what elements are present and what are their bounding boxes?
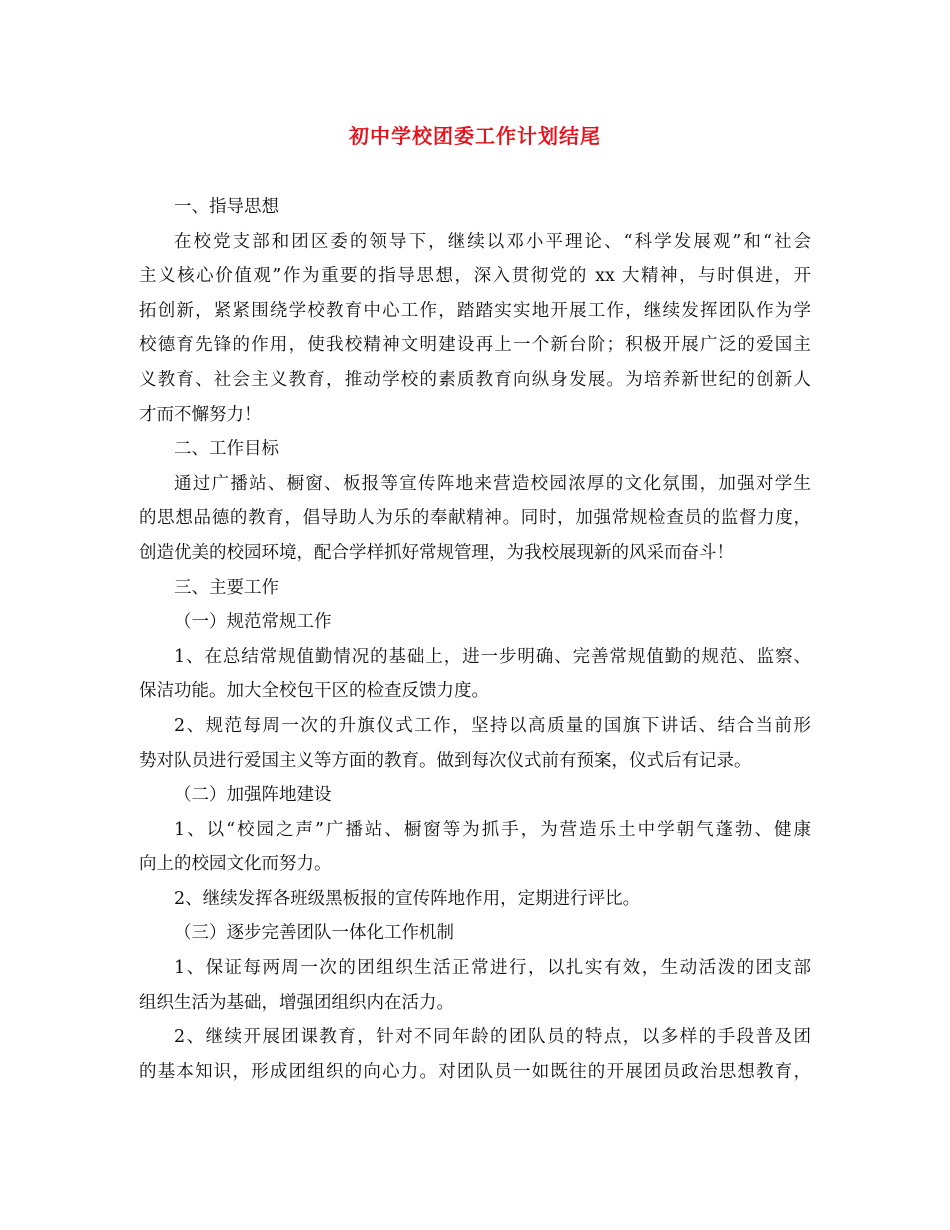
paragraph-line: 校德育先锋的作用，使我校精神文明建设再上一个新台阶；积极开展广泛的爱国主 [139, 335, 811, 356]
subsection-heading: （一）规范常规工作 [174, 612, 332, 633]
paragraph-line: 的基本知识，形成团组织的向心力。对团队员一如既往的开展团员政治思想教育， [139, 1061, 811, 1082]
paragraph-line: 1、保证每两周一次的团组织生活正常进行，以扎实有效，生动活泼的团支部 [174, 958, 811, 979]
paragraph-line: 2、继续开展团课教育，针对不同年龄的团队员的特点，以多样的手段普及团 [174, 1027, 811, 1048]
section-heading: 三、主要工作 [174, 577, 279, 598]
paragraph-line: 1、在总结常规值勤情况的基础上，进一步明确、完善常规值勤的规范、监察、 [174, 646, 811, 667]
paragraph-line: 义教育、社会主义教育，推动学校的素质教育向纵身发展。为培养新世纪的创新人 [139, 369, 811, 390]
paragraph-line: 2、继续发挥各班级黑板报的宣传阵地作用，定期进行评比。 [174, 888, 641, 909]
section-heading: 一、指导思想 [174, 197, 279, 217]
subsection-heading: （二）加强阵地建设 [174, 785, 332, 806]
paragraph-line: 才而不懈努力！ [139, 404, 262, 425]
paragraph-line: 2、规范每周一次的升旗仪式工作，坚持以高质量的国旗下讲话、结合当前形 [174, 715, 811, 736]
paragraph-line: 创造优美的校园环境，配合学样抓好常规管理，为我校展现新的风采而奋斗！ [139, 542, 734, 563]
document-body [139, 190, 811, 1089]
paragraph-line: 在校党支部和团区委的领导下，继续以邓小平理论、“科学发展观”和“社会 [174, 231, 811, 252]
paragraph-line: 向上的校园文化而努力。 [139, 854, 332, 875]
paragraph-line: 势对队员进行爱国主义等方面的教育。做到每次仪式前有预案，仪式后有记录。 [139, 750, 752, 771]
paragraph-line: 保洁功能。加大全校包干区的检查反馈力度。 [139, 681, 489, 702]
paragraph-line: 组织生活为基础，增强团组织内在活力。 [139, 992, 454, 1013]
subsection-heading: （三）逐步完善团队一体化工作机制 [174, 923, 454, 944]
paragraph-line: 拓创新，紧紧围绕学校教育中心工作，踏踏实实地开展工作，继续发挥团队作为学 [139, 300, 811, 321]
paragraph-line: 主义核心价值观”作为重要的指导思想，深入贯彻党的 xx 大精神，与时俱进，开 [139, 266, 811, 287]
paragraph-line: 的思想品德的教育，倡导助人为乐的奉献精神。同时，加强常规检查员的监督力度， [139, 508, 811, 529]
section-heading: 二、工作目标 [174, 439, 279, 460]
paragraph-line: 通过广播站、橱窗、板报等宣传阵地来营造校园浓厚的文化氛围，加强对学生 [174, 473, 811, 494]
document-title: 初中学校团委工作计划结尾 [349, 124, 601, 148]
paragraph-line: 1、以“校园之声”广播站、橱窗等为抓手，为营造乐土中学朝气蓬勃、健康 [174, 819, 811, 840]
